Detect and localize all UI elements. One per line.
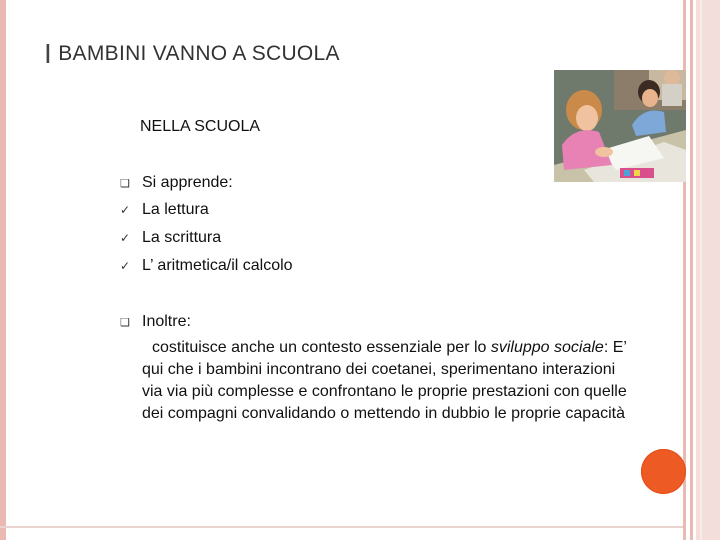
square-bullet-icon: ❑ <box>120 177 130 190</box>
checkmark-bullet-icon: ✓ <box>120 231 131 245</box>
slide-title <box>44 38 340 70</box>
classroom-photo <box>554 70 686 182</box>
body-paragraph <box>142 337 692 425</box>
list-item-text: La scrittura <box>142 229 222 246</box>
slide-subtitle: NELLA SCUOLA <box>140 118 261 135</box>
checkmark-bullet-icon: ✓ <box>120 259 131 273</box>
list-item <box>120 227 221 249</box>
right-border-stripe <box>690 0 693 540</box>
orange-circle-decoration <box>641 449 686 494</box>
classroom-children-photo-icon <box>554 70 686 182</box>
list-item <box>120 172 233 194</box>
paragraph-line: costituisce anche un contesto essenziale per lo sviluppo sociale: E’ <box>152 339 627 356</box>
paragraph-line: dei compagni convalidando o mettendo in dubbio le proprie capacità <box>142 405 625 422</box>
title-text: BAMBINI VANNO A SCUOLA <box>52 42 340 65</box>
paragraph-line: via via più complesse e confrontano le proprie prestazioni con quelle <box>142 383 627 400</box>
bottom-divider <box>0 526 683 528</box>
right-border-highlight <box>700 0 702 540</box>
list-item <box>120 311 191 333</box>
list-item-text: Inoltre: <box>142 313 191 330</box>
list-item-text: L’ aritmetica/il calcolo <box>142 257 293 274</box>
list-item <box>120 255 293 277</box>
list-item-text: Si apprende: <box>142 174 233 191</box>
checkmark-bullet-icon: ✓ <box>120 203 131 217</box>
title-initial: I <box>44 38 53 69</box>
left-border <box>0 0 6 540</box>
paragraph-line: qui che i bambini incontrano dei coetanei, sperimentano interazioni <box>142 361 616 378</box>
square-bullet-icon: ❑ <box>120 316 130 329</box>
list-item-text: La lettura <box>142 201 209 218</box>
list-item <box>120 199 209 221</box>
emphasis-text: sviluppo sociale <box>490 339 604 356</box>
